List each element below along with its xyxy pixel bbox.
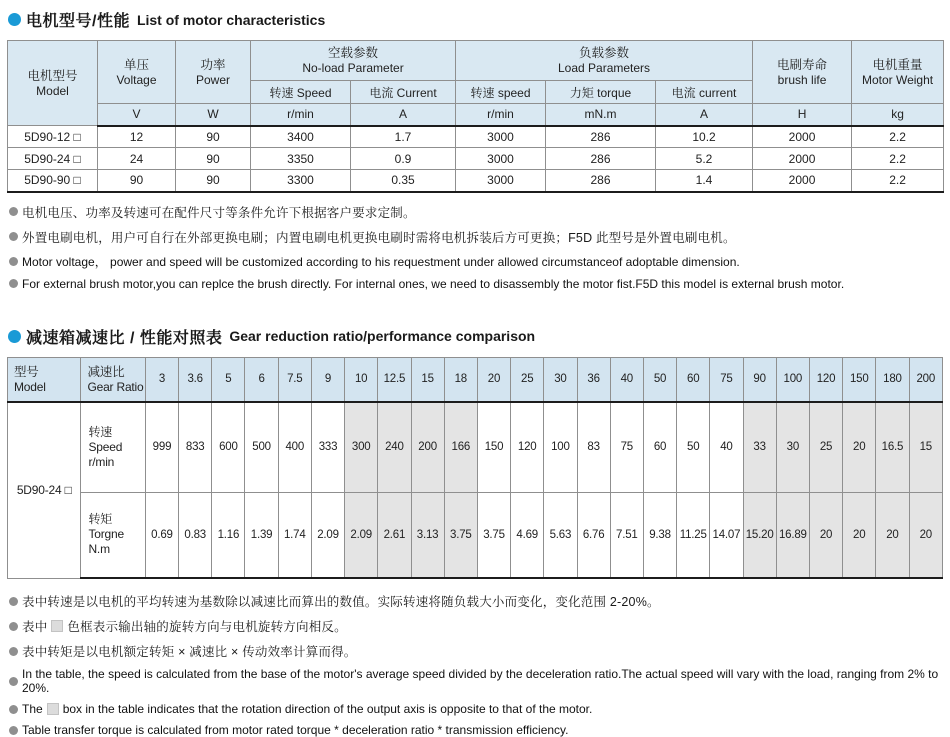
cell-reversed: 3.13 <box>411 492 444 578</box>
cell: 3000 <box>456 148 546 170</box>
ratio-header: 40 <box>610 357 643 402</box>
cell-reversed: 166 <box>444 402 477 492</box>
cell-reversed: 25 <box>809 402 842 492</box>
cell: 3.75 <box>477 492 510 578</box>
col-header-weight <box>852 41 944 104</box>
cell-reversed: 20 <box>876 492 909 578</box>
ratio-header: 20 <box>477 357 510 402</box>
note-text: 外置电刷电机，用户可自行在外部更换电刷；内置电刷电机更换电刷时需将电机拆装后方可更换；F5D 此型号是外置电刷电机。 <box>22 230 736 245</box>
model-cell: 5D90-90 □ <box>8 170 98 192</box>
speed-row <box>8 402 943 492</box>
unit-cell: r/min <box>251 104 351 126</box>
cell: 120 <box>511 402 544 492</box>
note-line <box>9 203 943 221</box>
unit-cell: H <box>753 104 852 126</box>
cell-reversed: 30 <box>776 402 809 492</box>
cell: 2.2 <box>852 126 944 148</box>
cell: 9.38 <box>643 492 676 578</box>
col-header-load-speed: 转速 speed <box>456 81 546 104</box>
cell: 83 <box>577 402 610 492</box>
section1-notes <box>9 203 943 291</box>
unit-cell: mN.m <box>546 104 656 126</box>
note-text: Motor voltage， power and speed will be customized according to his requestment under allowed circumstanceof adoptable dimension. <box>22 254 740 269</box>
cell: 50 <box>677 402 710 492</box>
note-line <box>9 667 943 695</box>
cell-reversed: 3.75 <box>444 492 477 578</box>
cell: 2000 <box>753 126 852 148</box>
unit-cell: A <box>656 104 753 126</box>
col-header-model <box>8 41 98 126</box>
col-header-noload-current: 电流 Current <box>351 81 456 104</box>
note-line <box>9 642 943 660</box>
cell-reversed: 200 <box>411 402 444 492</box>
cell-reversed: 16.89 <box>776 492 809 578</box>
ratio-header: 7.5 <box>278 357 311 402</box>
header-label: 功率 <box>200 57 226 72</box>
note-text: 表中 <box>22 620 48 634</box>
row-label: 转矩 <box>88 512 113 527</box>
bullet-icon <box>9 257 18 266</box>
cell: 11.25 <box>677 492 710 578</box>
row-label: Torgne <box>88 527 124 542</box>
ratio-header: 18 <box>444 357 477 402</box>
header-label: Power <box>195 72 230 87</box>
cell: 40 <box>710 402 743 492</box>
unit-cell: W <box>176 104 251 126</box>
cell-reversed: 20 <box>843 492 876 578</box>
ratio-header: 60 <box>677 357 710 402</box>
note-line <box>9 617 943 635</box>
cell: 90 <box>176 170 251 192</box>
header-label: 电机重量 <box>872 57 923 72</box>
cell: 24 <box>98 148 176 170</box>
table-row <box>8 170 944 192</box>
note-line <box>9 277 943 291</box>
bullet-icon <box>9 597 18 606</box>
cell-reversed: 16.5 <box>876 402 909 492</box>
cell: 2000 <box>753 170 852 192</box>
header-label: 减速比 <box>87 364 125 379</box>
bullet-icon <box>9 622 18 631</box>
cell-reversed: 240 <box>378 402 411 492</box>
cell: 0.9 <box>351 148 456 170</box>
cell: 3400 <box>251 126 351 148</box>
section2-title-zh: 减速箱减速比 / 性能对照表 <box>26 329 223 347</box>
col-header-model <box>8 357 81 402</box>
cell: 1.74 <box>278 492 311 578</box>
model-cell: 5D90-12 □ <box>8 126 98 148</box>
col-header-noload-speed: 转速 Speed <box>251 81 351 104</box>
bullet-icon <box>9 677 18 686</box>
cell-reversed: 20 <box>843 402 876 492</box>
cell: 100 <box>544 402 577 492</box>
header-label: Load Parameters <box>557 61 651 75</box>
table-row <box>8 126 944 148</box>
cell: 3350 <box>251 148 351 170</box>
cell: 1.39 <box>245 492 278 578</box>
cell-reversed: 15 <box>909 402 942 492</box>
note-text: For external brush motor,you can replce the brush directly. For internal ones, we need to disassembly the motor fist.F5D this model is external brush motor. <box>22 276 845 291</box>
table-header-row <box>8 357 943 402</box>
cell: 90 <box>176 126 251 148</box>
note-text: box in the table indicates that the rotation direction of the output axis is opposite to that of the motor. <box>62 702 593 716</box>
row-label: Speed <box>88 439 123 454</box>
bullet-icon <box>9 232 18 241</box>
cell: 3000 <box>456 170 546 192</box>
note-line <box>9 228 943 246</box>
note-text: 表中转矩是以电机额定转矩 × 减速比 × 传动效率计算而得。 <box>22 645 357 659</box>
cell: 90 <box>176 148 251 170</box>
ratio-header: 6 <box>245 357 278 402</box>
header-label: Motor Weight <box>861 72 934 87</box>
header-label: Gear Ratio <box>87 379 144 394</box>
cell: 500 <box>245 402 278 492</box>
blue-dot-icon <box>8 330 21 343</box>
ratio-header: 200 <box>909 357 942 402</box>
col-header-gear-ratio <box>81 357 145 402</box>
ratio-header: 9 <box>311 357 344 402</box>
cell: 10.2 <box>656 126 753 148</box>
section1-title <box>8 8 943 31</box>
col-group-noload <box>251 41 456 81</box>
cell: 2.2 <box>852 170 944 192</box>
header-label: Model <box>36 83 69 98</box>
cell: 6.76 <box>577 492 610 578</box>
model-cell: 5D90-24 □ <box>8 148 98 170</box>
cell: 3000 <box>456 126 546 148</box>
header-label: 负载参数 <box>579 46 630 60</box>
table-header-row <box>8 41 944 81</box>
cell: 400 <box>278 402 311 492</box>
unit-cell: A <box>351 104 456 126</box>
col-header-power <box>176 41 251 104</box>
cell-reversed: 20 <box>809 492 842 578</box>
cell: 3300 <box>251 170 351 192</box>
note-line <box>9 592 943 610</box>
cell: 1.16 <box>212 492 245 578</box>
ratio-header: 150 <box>843 357 876 402</box>
cell: 2.2 <box>852 148 944 170</box>
note-text: Table transfer torque is calculated from motor rated torque * deceleration ratio * transmission efficiency. <box>22 723 569 737</box>
cell: 5.2 <box>656 148 753 170</box>
cell: 0.35 <box>351 170 456 192</box>
row-label: N.m <box>88 542 110 557</box>
header-label: 空载参数 <box>328 46 379 60</box>
model-cell: 5D90-24 □ <box>8 402 81 578</box>
cell-reversed: 300 <box>345 402 378 492</box>
cell: 999 <box>145 402 178 492</box>
note-text: 色框表示输出轴的旋转方向与电机旋转方向相反。 <box>67 620 347 634</box>
header-label: brush life <box>777 72 827 87</box>
ratio-header: 3 <box>145 357 178 402</box>
col-header-load-torque: 力矩 torque <box>546 81 656 104</box>
section2-title <box>8 325 943 348</box>
cell: 2000 <box>753 148 852 170</box>
note-text: 表中转速是以电机的平均转速为基数除以减速比而算出的数值。实际转速将随负载大小而变化，变化范围 2-20%。 <box>22 595 660 609</box>
blue-dot-icon <box>8 13 21 26</box>
note-line <box>9 253 943 270</box>
header-label: 单压 <box>123 57 149 72</box>
cell: 333 <box>311 402 344 492</box>
section1-title-en: List of motor characteristics <box>136 11 326 28</box>
cell: 1.7 <box>351 126 456 148</box>
cell: 0.69 <box>145 492 178 578</box>
section1-title-zh: 电机型号/性能 <box>26 13 130 30</box>
cell: 1.4 <box>656 170 753 192</box>
bullet-icon <box>9 279 18 288</box>
gray-box-swatch-icon <box>51 620 63 632</box>
col-header-voltage <box>98 41 176 104</box>
cell: 60 <box>643 402 676 492</box>
header-label: Voltage <box>116 72 157 87</box>
note-line <box>9 702 943 716</box>
cell-reversed: 20 <box>909 492 942 578</box>
col-group-load <box>456 41 753 81</box>
col-header-brush-life <box>753 41 852 104</box>
cell: 286 <box>546 148 656 170</box>
torque-row-label <box>81 492 145 578</box>
bullet-icon <box>9 647 18 656</box>
unit-cell: V <box>98 104 176 126</box>
col-header-load-current: 电流 current <box>656 81 753 104</box>
ratio-header: 5 <box>212 357 245 402</box>
cell: 150 <box>477 402 510 492</box>
cell: 286 <box>546 170 656 192</box>
cell: 833 <box>179 402 212 492</box>
ratio-header: 36 <box>577 357 610 402</box>
section2-title-en: Gear reduction ratio/performance comparison <box>229 328 536 344</box>
header-label: 电刷寿命 <box>777 57 828 72</box>
note-line <box>9 723 943 737</box>
torque-row <box>8 492 943 578</box>
ratio-header: 30 <box>544 357 577 402</box>
row-label: 转速 <box>88 424 113 439</box>
units-row <box>8 104 944 126</box>
cell-reversed: 33 <box>743 402 776 492</box>
cell: 286 <box>546 126 656 148</box>
gray-box-swatch-icon <box>47 703 59 715</box>
cell: 14.07 <box>710 492 743 578</box>
bullet-icon <box>9 705 18 714</box>
ratio-header: 10 <box>345 357 378 402</box>
ratio-header: 25 <box>511 357 544 402</box>
cell: 90 <box>98 170 176 192</box>
cell: 0.83 <box>179 492 212 578</box>
header-label: 型号 <box>14 364 39 379</box>
note-text: The <box>22 702 43 716</box>
row-label: r/min <box>88 454 115 469</box>
ratio-header: 12.5 <box>378 357 411 402</box>
unit-cell: kg <box>852 104 944 126</box>
unit-cell: r/min <box>456 104 546 126</box>
header-label: 电机型号 <box>27 68 78 83</box>
header-label: Model <box>14 379 46 394</box>
cell: 600 <box>212 402 245 492</box>
gear-ratio-table <box>7 357 943 580</box>
ratio-header: 15 <box>411 357 444 402</box>
cell: 4.69 <box>511 492 544 578</box>
ratio-header: 75 <box>710 357 743 402</box>
cell: 7.51 <box>610 492 643 578</box>
motor-characteristics-table <box>7 40 944 193</box>
ratio-header: 100 <box>776 357 809 402</box>
section2-notes <box>9 592 943 737</box>
cell-reversed: 2.09 <box>345 492 378 578</box>
cell: 5.63 <box>544 492 577 578</box>
ratio-header: 120 <box>809 357 842 402</box>
cell: 75 <box>610 402 643 492</box>
table-row <box>8 148 944 170</box>
cell: 2.09 <box>311 492 344 578</box>
cell: 12 <box>98 126 176 148</box>
speed-row-label <box>81 402 145 492</box>
ratio-header: 50 <box>643 357 676 402</box>
header-label: No-load Parameter <box>302 61 404 75</box>
note-text: In the table, the speed is calculated from the base of the motor's average speed divided by the deceleration ratio.The actual speed will vary with the load, ranging from 2% to 20%. <box>22 667 939 695</box>
bullet-icon <box>9 207 18 216</box>
ratio-header: 90 <box>743 357 776 402</box>
note-text: 电机电压、功率及转速可在配件尺寸等条件允许下根据客户要求定制。 <box>22 205 416 220</box>
ratio-header: 3.6 <box>179 357 212 402</box>
ratio-header: 180 <box>876 357 909 402</box>
cell-reversed: 15.20 <box>743 492 776 578</box>
cell-reversed: 2.61 <box>378 492 411 578</box>
